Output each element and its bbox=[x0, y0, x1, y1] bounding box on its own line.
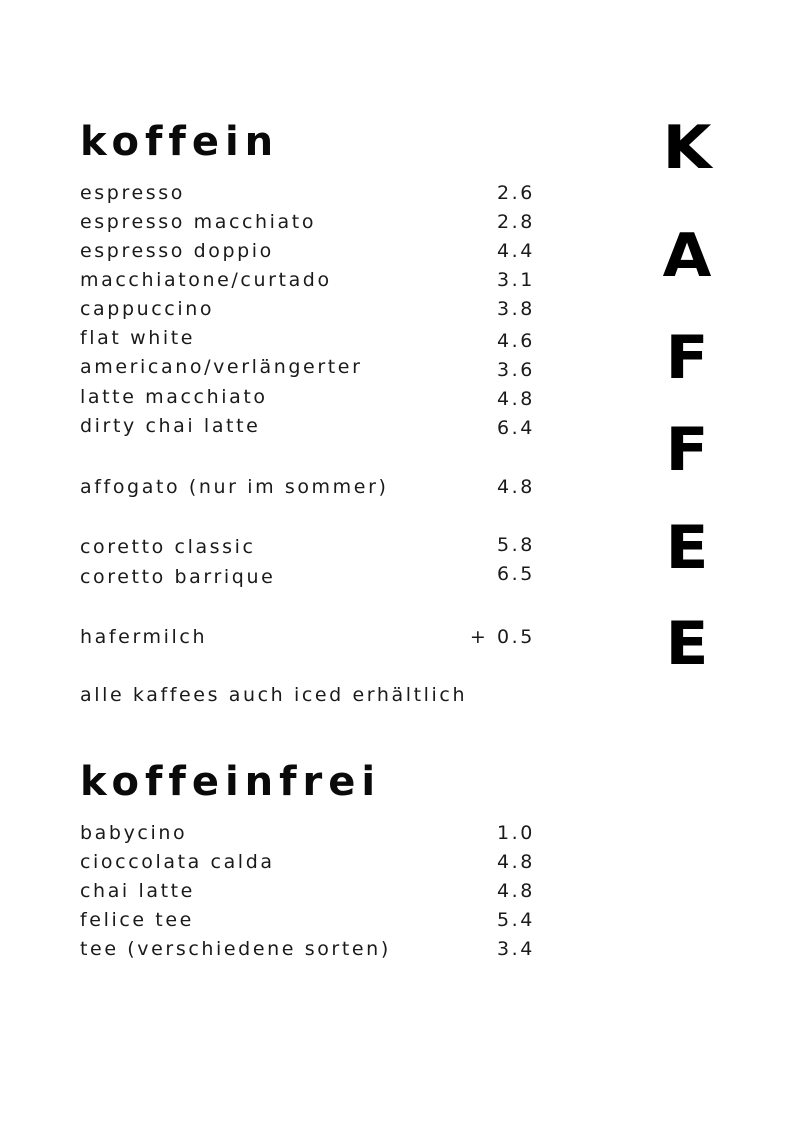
menu-item bbox=[80, 534, 535, 560]
menu-item bbox=[80, 936, 535, 962]
menu-item-name: cappuccino bbox=[80, 298, 215, 320]
menu-item bbox=[80, 413, 535, 439]
menu-item-price: 3.8 bbox=[496, 298, 535, 320]
title-letter: A bbox=[662, 221, 712, 291]
menu-item-name: chai latte bbox=[80, 880, 195, 902]
menu-item-price: 3.6 bbox=[496, 359, 535, 381]
menu-item bbox=[80, 238, 535, 264]
menu-item bbox=[80, 384, 535, 410]
menu-item bbox=[80, 624, 535, 650]
menu-item-price: 5.8 bbox=[496, 534, 535, 556]
menu-item-price: 3.1 bbox=[496, 269, 535, 291]
menu-item bbox=[80, 296, 535, 322]
menu-item-price: 4.8 bbox=[496, 476, 535, 498]
iced-note: alle kaffees auch iced erhältlich bbox=[80, 684, 468, 706]
menu-item-price: 4.8 bbox=[496, 388, 535, 410]
menu-item-name: coretto classic bbox=[80, 536, 256, 558]
title-letter: F bbox=[665, 415, 709, 485]
menu-item-name: babycino bbox=[80, 822, 188, 844]
menu-item-price: 4.4 bbox=[496, 240, 535, 262]
menu-item bbox=[80, 849, 535, 875]
menu-item bbox=[80, 325, 535, 351]
title-letter: F bbox=[665, 323, 709, 393]
menu-item bbox=[80, 354, 535, 380]
menu-item-name: coretto barrique bbox=[80, 566, 276, 588]
section-heading-koffein: koffein bbox=[80, 119, 280, 165]
menu-item-name: affogato (nur im sommer) bbox=[80, 476, 389, 498]
menu-item bbox=[80, 820, 535, 846]
menu-item-price: + 0.5 bbox=[469, 626, 535, 648]
menu-item-name: hafermilch bbox=[80, 626, 208, 648]
menu-item bbox=[80, 907, 535, 933]
menu-item bbox=[80, 267, 535, 293]
menu-item-price: 3.4 bbox=[496, 938, 535, 960]
menu-item-price: 6.5 bbox=[496, 563, 535, 585]
menu-item-name: espresso doppio bbox=[80, 240, 274, 262]
menu-item-name: latte macchiato bbox=[80, 386, 268, 408]
section-heading-koffeinfrei: koffeinfrei bbox=[80, 759, 382, 805]
menu-item bbox=[80, 180, 535, 206]
menu-item-price: 1.0 bbox=[496, 822, 535, 844]
menu-item-price: 4.6 bbox=[496, 330, 535, 352]
menu-item-name: flat white bbox=[80, 327, 196, 349]
menu-item bbox=[80, 209, 535, 235]
menu-item-price: 6.4 bbox=[496, 417, 535, 439]
menu-item-price: 2.6 bbox=[496, 182, 535, 204]
menu-item-name: dirty chai latte bbox=[80, 415, 261, 437]
menu-item-name: felice tee bbox=[80, 909, 194, 931]
menu-item bbox=[80, 878, 535, 904]
menu-item-price: 4.8 bbox=[496, 880, 535, 902]
menu-item-name: espresso bbox=[80, 182, 185, 204]
menu-item-name: cioccolata calda bbox=[80, 851, 275, 873]
menu-item-name: tee (verschiedene sorten) bbox=[80, 938, 391, 960]
title-letter: E bbox=[665, 513, 709, 583]
menu-item bbox=[80, 474, 535, 500]
menu-item bbox=[80, 564, 535, 590]
menu-item-name: macchiatone/curtado bbox=[80, 269, 332, 291]
menu-item-name: americano/verlängerter bbox=[80, 356, 363, 378]
menu-item-price: 5.4 bbox=[496, 909, 535, 931]
menu-item-price: 4.8 bbox=[496, 851, 535, 873]
title-letter: E bbox=[665, 609, 709, 679]
menu-item-price: 2.8 bbox=[496, 211, 535, 233]
title-letter: K bbox=[662, 113, 712, 183]
menu-item-name: espresso macchiato bbox=[80, 211, 317, 233]
